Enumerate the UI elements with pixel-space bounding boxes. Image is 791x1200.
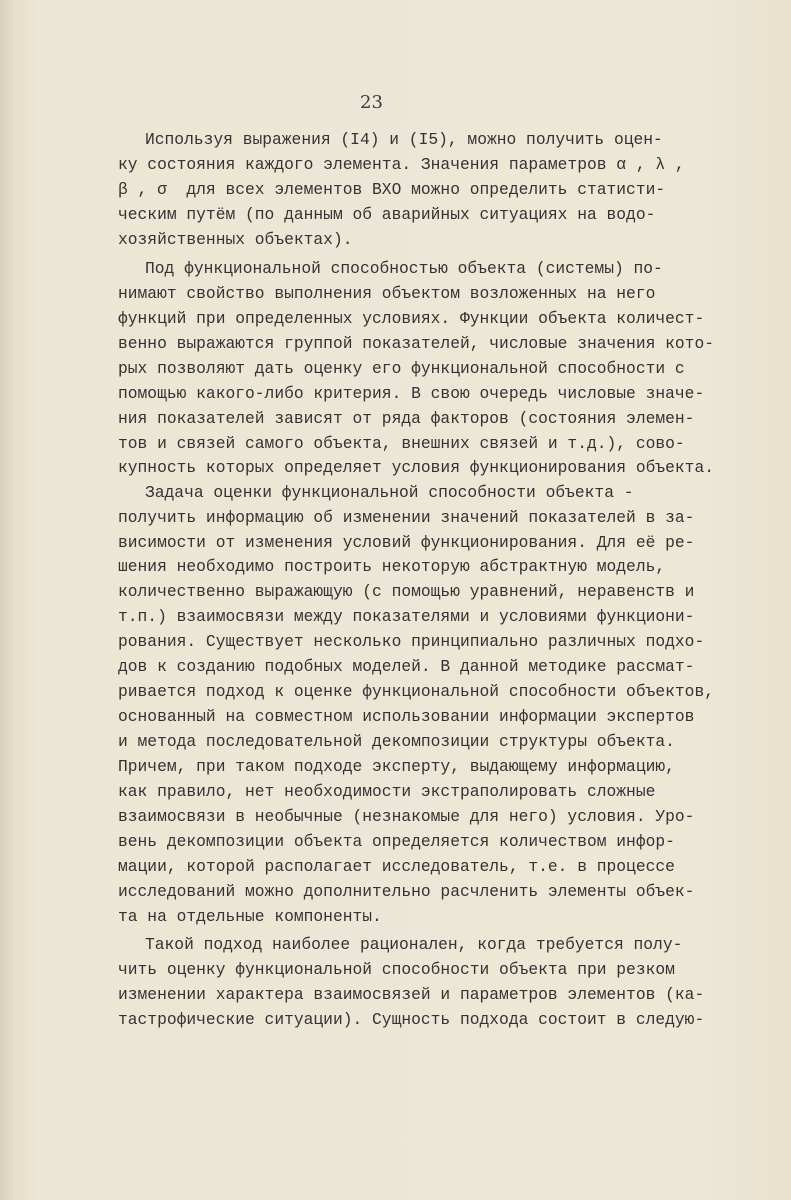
text-line: функций при определенных условиях. Функции объекта количест- xyxy=(118,309,705,328)
text-line: тастрофические ситуации). Сущность подхода состоит в следую- xyxy=(118,1010,705,1029)
text-line: изменении характера взаимосвязей и параметров элементов (ка- xyxy=(118,985,705,1004)
text-line: Такой подход наиболее рационален, когда требуется полу- xyxy=(145,935,683,954)
text-line: венно выражаются группой показателей, числовые значения кото- xyxy=(118,334,714,353)
text-line: нимают свойство выполнения объектом возложенных на него xyxy=(118,284,656,303)
text-line: β , σ для всех элементов ВХО можно определить статисти- xyxy=(118,180,666,199)
text-line: взаимосвязи в необычные (незнакомые для него) условия. Уро- xyxy=(118,807,695,826)
text-line: мации, которой располагает исследователь, т.е. в процессе xyxy=(118,857,675,876)
text-line: ку состояния каждого элемента. Значения параметров α , λ , xyxy=(118,155,685,174)
text-line: чить оценку функциональной способности объекта при резком xyxy=(118,960,675,979)
text-line: хозяйственных объектах). xyxy=(118,230,353,249)
text-line: рых позволяют дать оценку его функциональной способности с xyxy=(118,359,685,378)
text-line: как правило, нет необходимости экстраполировать сложные xyxy=(118,782,656,801)
text-line: помощью какого-либо критерия. В свою очередь числовые значе- xyxy=(118,384,705,403)
text-line: купность которых определяет условия функционирования объекта. xyxy=(118,458,714,477)
text-line: Под функциональной способностью объекта (системы) по- xyxy=(145,259,663,278)
text-line: ческим путём (по данным об аварийных ситуациях на водо- xyxy=(118,205,656,224)
text-line: рования. Существует несколько принципиально различных подхо- xyxy=(118,632,705,651)
text-line: висимости от изменения условий функционирования. Для её ре- xyxy=(118,533,695,552)
page-number: 23 xyxy=(360,92,383,113)
text-line: Используя выражения (I4) и (I5), можно получить оцен- xyxy=(145,130,663,149)
text-line: и метода последовательной декомпозиции структуры объекта. xyxy=(118,732,675,751)
text-line: шения необходимо построить некоторую абстрактную модель, xyxy=(118,557,666,576)
text-line: количественно выражающую (с помощью уравнений, неравенств и xyxy=(118,582,695,601)
text-line: Задача оценки функциональной способности объекта - xyxy=(145,483,634,502)
text-line: ривается подход к оценке функциональной способности объектов, xyxy=(118,682,714,701)
text-line: тов и связей самого объекта, внешних связей и т.д.), сово- xyxy=(118,434,685,453)
text-line: та на отдельные компоненты. xyxy=(118,907,382,926)
text-line: ния показателей зависят от ряда факторов (состояния элемен- xyxy=(118,409,695,428)
text-line: Причем, при таком подходе эксперту, выдающему информацию, xyxy=(118,757,675,776)
text-line: дов к созданию подобных моделей. В данной методике рассмат- xyxy=(118,657,695,676)
text-line: получить информацию об изменении значений показателей в за- xyxy=(118,508,695,527)
text-line: основанный на совместном использовании информации экспертов xyxy=(118,707,695,726)
text-line: т.п.) взаимосвязи между показателями и условиями функциони- xyxy=(118,607,695,626)
text-line: исследований можно дополнительно расчленить элементы объек- xyxy=(118,882,695,901)
text-line: вень декомпозиции объекта определяется количеством инфор- xyxy=(118,832,675,851)
